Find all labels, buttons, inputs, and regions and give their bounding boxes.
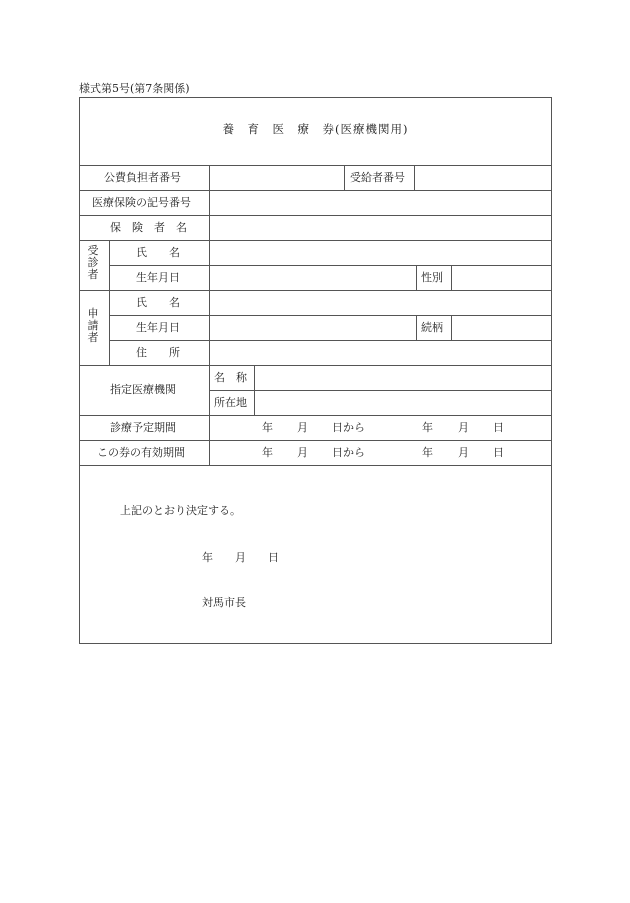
- applicant-dob-label: 生年月日: [136, 321, 180, 334]
- applicant-group-label: 申請者: [87, 307, 99, 344]
- valid-period-label: この券の有効期間: [97, 446, 185, 459]
- patient-group-label: 受診者: [87, 244, 99, 281]
- grid-line: [80, 240, 551, 241]
- day-4: 日: [493, 446, 504, 459]
- grid-line: [109, 240, 110, 365]
- institution-name-label: 名 称: [214, 371, 247, 384]
- issuer-mayor: 対馬市長: [202, 596, 246, 609]
- designated-institution-label: 指定医療機関: [110, 383, 176, 396]
- patient-name-label: 氏 名: [136, 246, 180, 259]
- grid-line: [344, 165, 345, 190]
- grid-line: [254, 365, 255, 415]
- grid-line: [451, 265, 452, 290]
- grid-line: [80, 440, 551, 441]
- patient-dob-label: 生年月日: [136, 271, 180, 284]
- applicant-name-label: 氏 名: [136, 296, 180, 309]
- patient-sex-label: 性別: [421, 271, 443, 284]
- grid-line: [80, 290, 551, 291]
- grid-line: [80, 190, 551, 191]
- insurer-name-label: 保 険 者 名: [110, 221, 187, 234]
- decision-notice: 上記のとおり決定する。: [120, 504, 241, 517]
- grid-line: [414, 165, 415, 190]
- decision-date: 年 月 日: [202, 551, 279, 564]
- recipient-number-label: 受給者番号: [350, 171, 405, 184]
- month-1: 月: [297, 421, 308, 434]
- scheduled-period-label: 診療予定期間: [110, 421, 176, 434]
- month-3: 月: [297, 446, 308, 459]
- applicant-relation-label: 続柄: [421, 321, 443, 334]
- form-title: 養 育 医 療 券(医療機関用): [222, 122, 409, 136]
- day-2: 日: [493, 421, 504, 434]
- grid-line: [109, 315, 551, 316]
- year-4: 年: [422, 446, 433, 459]
- form-number: 様式第5号(第7条関係): [79, 82, 190, 95]
- applicant-address-label: 住 所: [136, 346, 180, 359]
- grid-line: [80, 415, 551, 416]
- grid-line: [416, 265, 417, 290]
- day-from-1: 日から: [332, 421, 365, 434]
- grid-line: [209, 390, 551, 391]
- grid-line: [416, 315, 417, 340]
- medical-voucher-form: [79, 97, 552, 644]
- grid-line: [80, 465, 551, 466]
- year-2: 年: [422, 421, 433, 434]
- month-4: 月: [458, 446, 469, 459]
- grid-line: [80, 215, 551, 216]
- day-from-3: 日から: [332, 446, 365, 459]
- grid-line: [451, 315, 452, 340]
- grid-line: [209, 165, 210, 465]
- grid-line: [80, 365, 551, 366]
- insurance-symbol-number-label: 医療保険の記号番号: [92, 196, 191, 209]
- public-expense-number-label: 公費負担者番号: [104, 171, 181, 184]
- institution-location-label: 所在地: [214, 396, 247, 409]
- year-3: 年: [262, 446, 273, 459]
- grid-line: [109, 265, 551, 266]
- grid-line: [109, 340, 551, 341]
- grid-line: [80, 165, 551, 166]
- year-1: 年: [262, 421, 273, 434]
- month-2: 月: [458, 421, 469, 434]
